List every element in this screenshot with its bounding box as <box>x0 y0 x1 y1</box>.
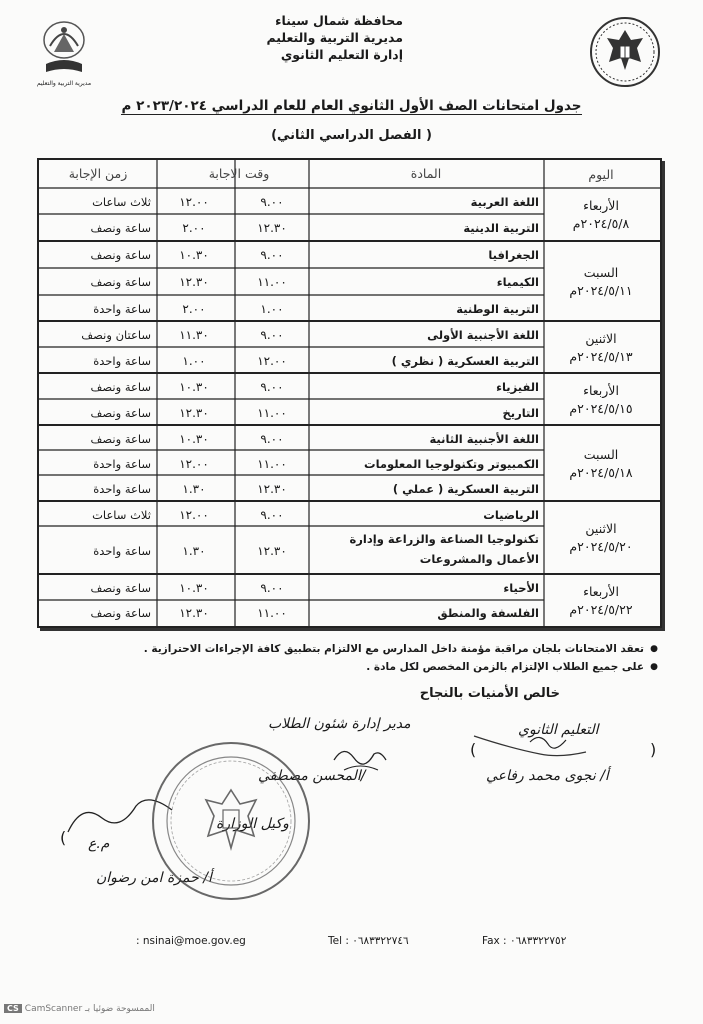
subject-cell: الكمبيوتر وتكنولوجيا المعلومات <box>364 456 539 471</box>
open-paren: ( <box>470 740 477 759</box>
title-text: جدول امتحانات الصف الأول الثانوي العام للعام الدراسي ٢٠٢٣/٢٠٢٤ م <box>121 98 582 114</box>
subject-cell: الفلسفة والمنطق <box>437 606 539 620</box>
deputy-minister-name: أ/ حمزة امن رضوان <box>96 870 212 886</box>
end-time-cell: ١٠.٣٠ <box>179 431 209 446</box>
header-subject: المادة <box>410 166 442 181</box>
start-time-cell: ١١.٠٠ <box>257 275 287 289</box>
start-time-cell: ١.٠٠ <box>260 301 284 316</box>
subject-cell: التاريخ <box>502 405 539 420</box>
duration-cell: ساعة ونصف <box>90 431 151 446</box>
footer-fax: Fax : ٠٦٨٣٣٢٢٧٥٢ <box>482 935 567 947</box>
header-duration: زمن الإجابة <box>68 166 128 181</box>
day-name: الأربعاء <box>583 583 619 599</box>
education-directorate-logo-icon <box>36 16 92 86</box>
day-cell <box>549 446 653 482</box>
end-time-cell: ١٢.٣٠ <box>179 275 209 289</box>
governorate-header <box>266 12 403 63</box>
footer-email: : nsinai@moe.gov.eg <box>136 935 246 947</box>
duration-cell: ثلاث ساعات <box>92 195 151 209</box>
day-name: الأربعاء <box>583 382 619 398</box>
subject-cell: اللغة الأجنبية الثانية <box>429 431 539 446</box>
end-time-cell: ١٢.٣٠ <box>179 606 209 620</box>
note-item: ● على جميع الطلاب الإلتزام بالزمن المخصص لكل مادة . <box>98 658 658 676</box>
deputy-minister-title: وكيل الوزارة <box>216 816 289 832</box>
day-name: الاثنين <box>585 330 617 346</box>
day-cell <box>549 583 653 619</box>
page-title <box>0 98 703 114</box>
page-subtitle: ( الفصل الدراسي الثاني) <box>271 128 432 143</box>
notes-list <box>98 640 658 676</box>
duration-cell: ثلاث ساعات <box>92 508 151 522</box>
day-cell <box>549 382 653 418</box>
start-time-cell: ٩.٠٠ <box>260 581 284 595</box>
subject-cell-line2: الأعمال والمشروعات <box>419 552 539 566</box>
footer-telephone: Tel : ٠٦٨٣٣٢٢٧٤٦ <box>328 935 409 947</box>
start-time-cell: ٩.٠٠ <box>260 508 284 522</box>
camscanner-text: CamScanner الممسوحة ضوئيا بـ <box>24 1004 155 1014</box>
student-affairs-name: /المحسن مصطفي <box>258 768 366 784</box>
exam-schedule-table <box>37 158 662 628</box>
end-time-cell: ١٢.٠٠ <box>179 456 209 471</box>
directorate-line: مديرية التربية والتعليم <box>266 30 403 45</box>
duration-cell: ساعة ونصف <box>90 248 151 262</box>
day-cell <box>549 520 653 556</box>
day-date: ٢٠٢٤/٥/١٨م <box>569 464 633 480</box>
logo-caption: مديرية التربية والتعليم <box>36 80 92 87</box>
day-date: ٢٠٢٤/٥/١٥م <box>569 400 633 416</box>
day-name: الاثنين <box>585 521 617 536</box>
note-item: ● تعقد الامتحانات بلجان مراقبة مؤمنة داخل المدارس مع الالتزام بتطبيق كافة الإجراءات الاحترازية . <box>98 640 658 658</box>
subject-cell: تكنولوجيا الصناعة والزراعة وإدارة <box>349 532 539 546</box>
close-paren: ) <box>650 740 657 759</box>
governorate-line: محافظة شمال سيناء <box>275 13 403 28</box>
subject-cell: الكيمياء <box>496 275 539 289</box>
day-date: ٢٠٢٤/٥/١٣م <box>569 348 633 364</box>
signature-scribble-icon <box>470 728 590 768</box>
subject-cell: اللغة الأجنبية الأولى <box>427 328 539 342</box>
duration-cell: ساعة ونصف <box>90 380 151 394</box>
secondary-education-name: أ/ نجوى محمد رفاعي <box>486 768 609 784</box>
subject-cell: اللغة العربية <box>470 195 539 209</box>
day-date: ٢٠٢٤/٥/٢٢م <box>569 601 633 617</box>
duration-cell: ساعة واحدة <box>93 456 151 471</box>
open-paren: ( <box>60 828 67 847</box>
header-day: اليوم <box>588 167 614 182</box>
start-time-cell: ٩.٠٠ <box>260 380 284 394</box>
duration-cell: ساعة واحدة <box>93 353 151 368</box>
end-time-cell: ١.٣٠ <box>182 543 206 558</box>
best-wishes-text: خالص الأمنيات بالنجاح <box>419 686 560 701</box>
official-seal-stamp-icon <box>148 738 314 904</box>
subject-cell: التربية العسكرية ( عملي ) <box>392 481 539 496</box>
start-time-cell: ١٢.٣٠ <box>257 221 287 235</box>
start-time-cell: ٩.٠٠ <box>260 248 284 262</box>
start-time-cell: ٩.٠٠ <box>260 431 284 446</box>
subject-cell: الأحياء <box>503 581 539 595</box>
camscanner-watermark <box>4 1004 155 1014</box>
start-time-cell: ١٢.٣٠ <box>257 481 287 496</box>
subject-cell: الجغرافيا <box>488 248 539 262</box>
subject-cell: التربية الدينية <box>463 221 539 235</box>
duration-cell: ساعة واحدة <box>93 543 151 558</box>
duration-cell: ساعة ونصف <box>90 275 151 289</box>
day-name: السبت <box>583 446 619 462</box>
egypt-eagle-emblem-icon <box>587 14 663 90</box>
camscanner-badge: CS <box>4 1004 22 1013</box>
subject-cell: التربية العسكرية ( نظري ) <box>391 353 539 368</box>
end-time-cell: ١٢.٠٠ <box>179 508 209 522</box>
end-time-cell: ٢.٠٠ <box>182 301 206 316</box>
end-time-cell: ٢.٠٠ <box>182 221 206 235</box>
day-cell <box>549 197 653 233</box>
day-cell <box>549 264 653 300</box>
end-time-cell: ١.٠٠ <box>182 353 206 368</box>
day-name: الأربعاء <box>583 198 619 213</box>
deputy-initials: م.ع <box>88 836 110 852</box>
duration-cell: ساعة ونصف <box>90 606 151 620</box>
end-time-cell: ١١.٣٠ <box>179 328 209 342</box>
end-time-cell: ١٢.٠٠ <box>179 195 209 209</box>
start-time-cell: ١١.٠٠ <box>257 405 287 420</box>
secondary-education-title: التعليم الثانوي <box>518 722 599 738</box>
header-answer-time: وقت الاجابة <box>208 166 270 181</box>
day-date: ٢٠٢٤/٥/٢٠م <box>569 539 633 554</box>
start-time-cell: ٩.٠٠ <box>260 195 284 209</box>
subject-cell: التربية الوطنية <box>456 301 539 316</box>
administration-line: إدارة التعليم الثانوي <box>280 47 403 62</box>
duration-cell: ساعة ونصف <box>90 221 151 235</box>
day-name: السبت <box>583 264 619 280</box>
duration-cell: ساعة واحدة <box>93 481 151 496</box>
end-time-cell: ١٠.٣٠ <box>179 380 209 394</box>
start-time-cell: ٩.٠٠ <box>260 328 284 342</box>
duration-cell: ساعة ونصف <box>90 405 151 420</box>
duration-cell: ساعة واحدة <box>93 301 151 316</box>
start-time-cell: ١١.٠٠ <box>257 456 287 471</box>
subject-cell: الرياضيات <box>483 508 539 522</box>
duration-cell: ساعتان ونصف <box>81 328 151 342</box>
day-date: ٢٠٢٤/٥/١١م <box>569 282 633 298</box>
day-cell <box>549 330 653 366</box>
end-time-cell: ١٠.٣٠ <box>179 581 209 595</box>
signature-scribble-icon <box>330 740 390 776</box>
student-affairs-title: مدير إدارة شئون الطلاب <box>268 716 411 732</box>
subject-cell: الفيزياء <box>496 380 539 394</box>
start-time-cell: ١٢.٣٠ <box>257 543 287 558</box>
start-time-cell: ١٢.٠٠ <box>257 353 287 368</box>
end-time-cell: ١.٣٠ <box>182 481 206 496</box>
start-time-cell: ١١.٠٠ <box>257 606 287 620</box>
duration-cell: ساعة ونصف <box>90 581 151 595</box>
day-date: ٢٠٢٤/٥/٨م <box>572 216 630 231</box>
end-time-cell: ١٢.٣٠ <box>179 405 209 420</box>
end-time-cell: ١٠.٣٠ <box>179 248 209 262</box>
